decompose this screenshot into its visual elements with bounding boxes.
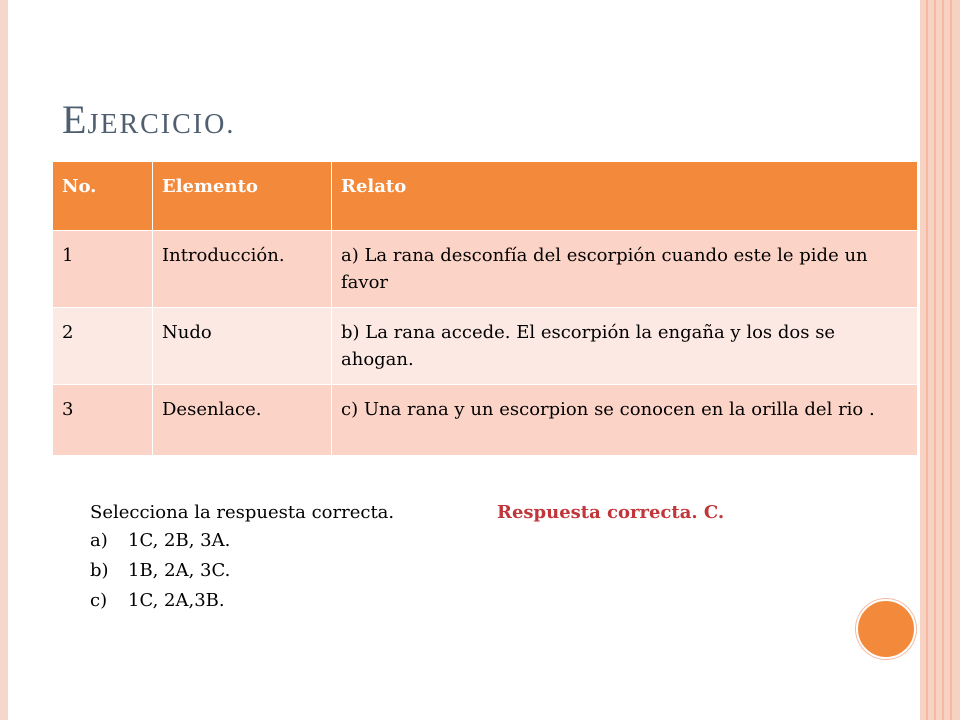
option-c[interactable] <box>90 586 230 616</box>
table-header-row <box>53 162 918 231</box>
option-letter: c) <box>90 590 108 611</box>
correct-answer: Respuesta correcta. C. <box>497 502 725 523</box>
title-initial: E <box>62 97 88 142</box>
answer-options <box>90 526 230 616</box>
decorative-stripes <box>920 0 960 720</box>
cell-element: Nudo <box>153 308 332 385</box>
question-text: Selecciona la respuesta correcta. <box>90 502 395 523</box>
option-b[interactable] <box>90 556 230 586</box>
story-table <box>52 161 918 456</box>
cell-element: Desenlace. <box>153 385 332 456</box>
stripe <box>926 0 928 720</box>
title-rest: JERCICIO. <box>87 109 236 140</box>
header-elemento: Elemento <box>153 162 332 231</box>
option-text: 1C, 2B, 3A. <box>128 530 231 551</box>
cell-number: 1 <box>53 231 153 308</box>
header-no: No. <box>53 162 153 231</box>
option-a[interactable] <box>90 526 230 556</box>
option-text: 1C, 2A,3B. <box>128 590 225 611</box>
stripe <box>950 0 952 720</box>
stripe <box>934 0 936 720</box>
option-text: 1B, 2A, 3C. <box>128 560 231 581</box>
option-letter: b) <box>90 560 109 581</box>
header-relato: Relato <box>332 162 918 231</box>
cell-element: Introducción. <box>153 231 332 308</box>
table-row <box>53 308 918 385</box>
option-letter: a) <box>90 530 108 551</box>
page-title <box>62 96 235 143</box>
table-row <box>53 231 918 308</box>
table-row <box>53 385 918 456</box>
cell-story: a) La rana desconfía del escorpión cuando este le pide un favor <box>332 231 918 308</box>
cell-story: c) Una rana y un escorpion se conocen en la orilla del rio . <box>332 385 918 456</box>
cell-story: b) La rana accede. El escorpión la engaña y los dos se ahogan. <box>332 308 918 385</box>
decorative-circle-icon <box>856 599 916 659</box>
cell-number: 2 <box>53 308 153 385</box>
cell-number: 3 <box>53 385 153 456</box>
stripe <box>942 0 944 720</box>
